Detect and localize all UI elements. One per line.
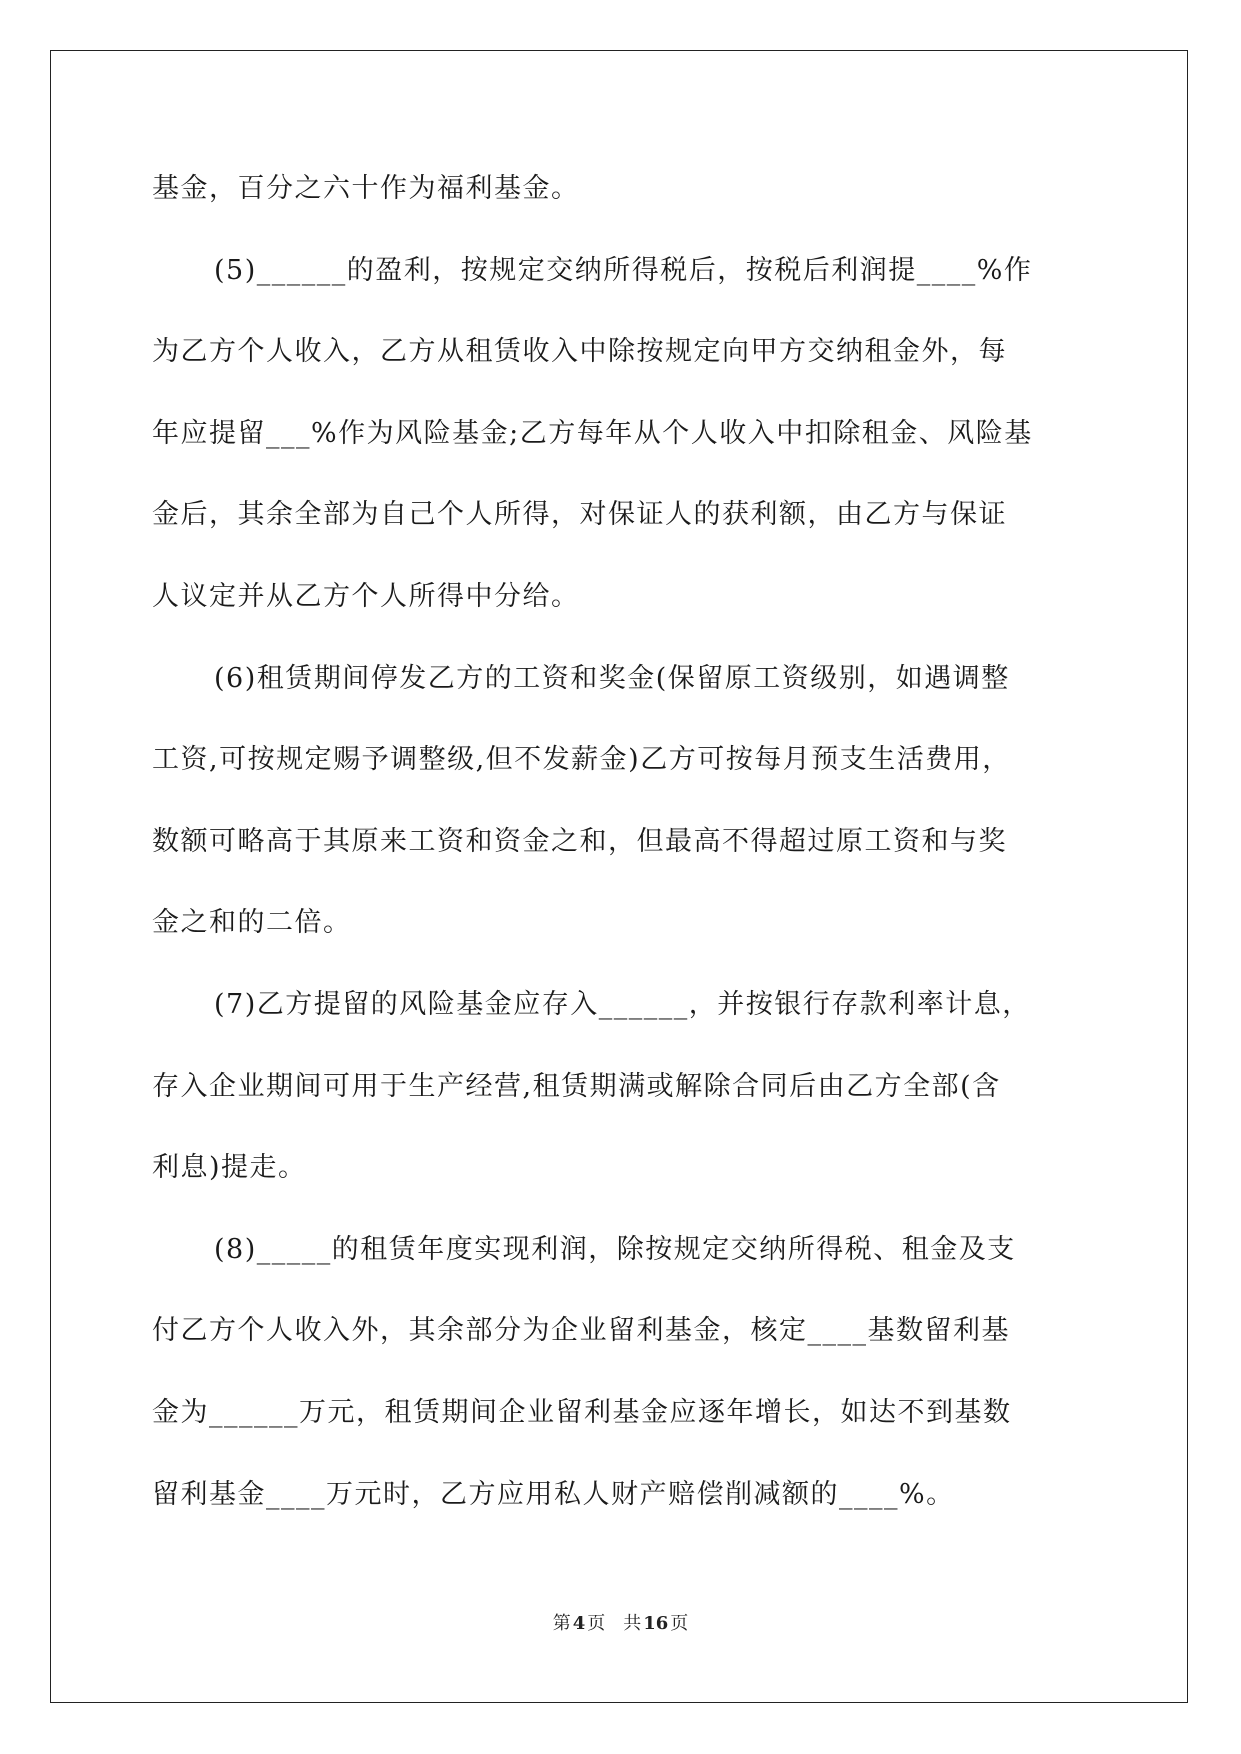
- text-line-3: 为乙方个人收入，乙方从租赁收入中除按规定向甲方交纳租金外，每: [152, 336, 1007, 368]
- page-footer: [0, 1612, 1241, 1636]
- text-line-13: 利息)提走。: [152, 1152, 307, 1184]
- total-prefix: 共: [623, 1613, 642, 1634]
- page-suffix: 页: [587, 1613, 606, 1634]
- total-pages: 16: [643, 1613, 669, 1634]
- text-line-10: 金之和的二倍。: [152, 907, 352, 939]
- text-line-14: (8)_____的租赁年度实现利润，除按规定交纳所得税、租金及支: [214, 1233, 1016, 1265]
- page-prefix: 第: [552, 1613, 571, 1634]
- text-line-6: 人议定并从乙方个人所得中分给。: [152, 580, 580, 612]
- text-line-16: 金为______万元，租赁期间企业留利基金应逐年增长，如达不到基数: [152, 1396, 1012, 1428]
- text-line-15: 付乙方个人收入外，其余部分为企业留利基金，核定____基数留利基: [152, 1315, 1010, 1347]
- total-suffix: 页: [670, 1613, 689, 1634]
- text-line-5: 金后，其余全部为自己个人所得，对保证人的获利额，由乙方与保证: [152, 499, 1007, 531]
- text-line-2: (5)______的盈利，按规定交纳所得税后，按税后利润提____%作: [214, 254, 1033, 286]
- page-number: 4: [572, 1613, 586, 1634]
- text-line-1: 基金，百分之六十作为福利基金。: [152, 173, 580, 204]
- text-line-12: 存入企业期间可用于生产经营,租赁期满或解除合同后由乙方全部(含: [152, 1070, 1001, 1102]
- text-line-8: 工资,可按规定赐予调整级,但不发薪金)乙方可按每月预支生活费用，: [152, 744, 1011, 776]
- text-line-17: 留利基金____万元时，乙方应用私人财产赔偿削减额的____%。: [152, 1478, 955, 1510]
- text-line-9: 数额可略高于其原来工资和资金之和，但最高不得超过原工资和与奖: [152, 825, 1007, 857]
- text-line-7: (6)租赁期间停发乙方的工资和奖金(保留原工资级别，如遇调整: [214, 662, 1010, 694]
- text-line-11: (7)乙方提留的风险基金应存入______，并按银行存款利率计息，: [214, 988, 1031, 1020]
- text-line-4: 年应提留___%作为风险基金;乙方每年从个人收入中扣除租金、风险基: [152, 417, 1033, 449]
- document-body: [152, 148, 1090, 1535]
